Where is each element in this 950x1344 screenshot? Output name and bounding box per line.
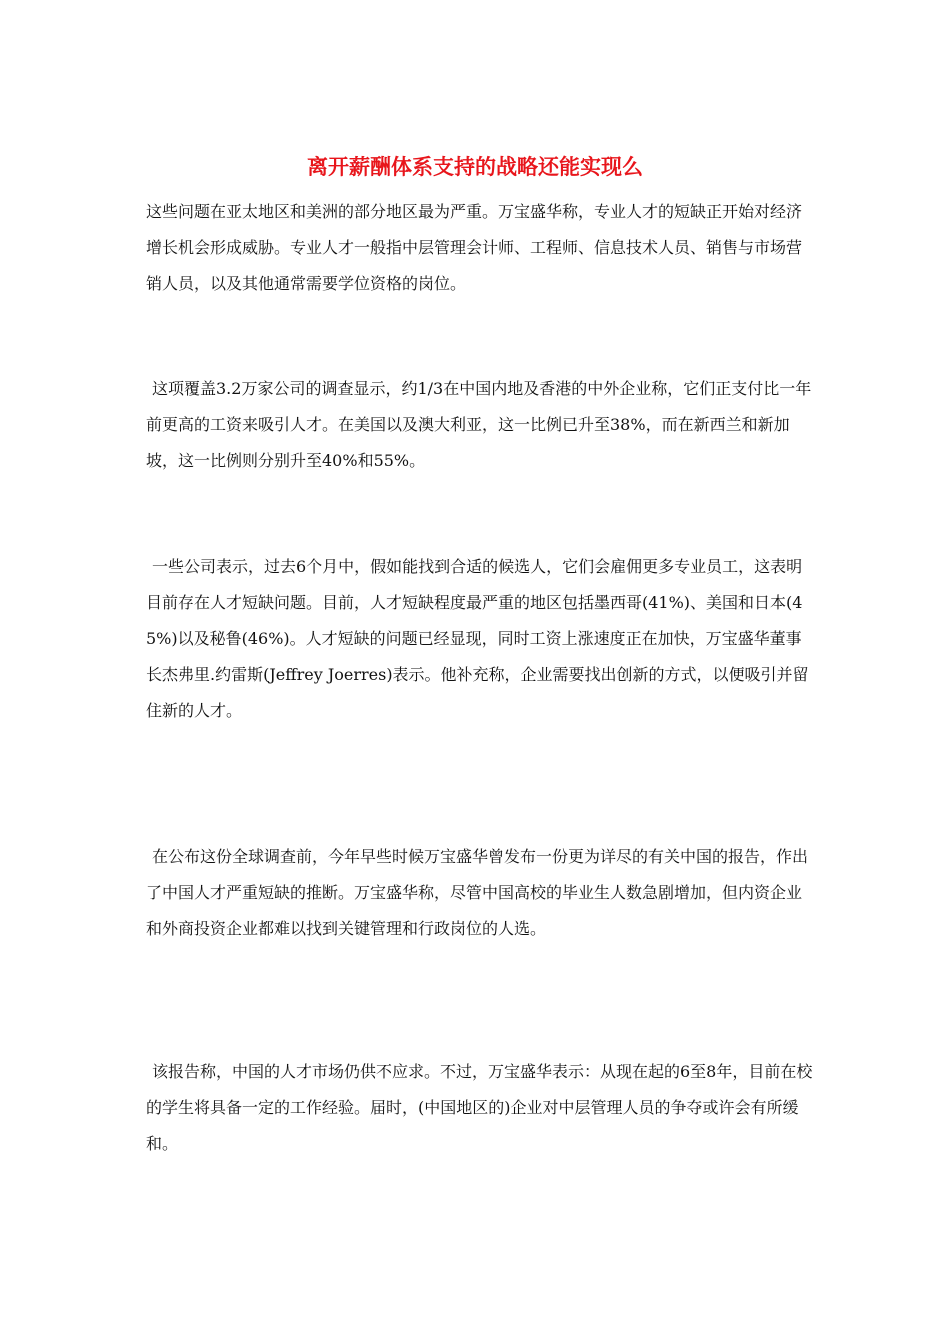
paragraph-2: 这项覆盖3.2万家公司的调查显示，约1/3在中国内地及香港的中外企业称，它们正支付比一年前更高的工资来吸引人才。在美国以及澳大利亚，这一比例已升至38%，而在新西兰和新加坡，这一比例则分别升至40%和55%。	[146, 379, 812, 470]
paragraph-5: 该报告称，中国的人才市场仍供不应求。不过，万宝盛华表示：从现在起的6至8年，目前在校的学生将具备一定的工作经验。届时，(中国地区的)企业对中层管理人员的争夺或许会有所缓和。	[146, 1062, 813, 1153]
paragraph-3: 一些公司表示，过去6个月中，假如能找到合适的候选人，它们会雇佣更多专业员工，这表明目前存在人才短缺问题。目前，人才短缺程度最严重的地区包括墨西哥(41%)、美国和日本(45%)以及秘鲁(46%)。人才短缺的问题已经显现，同时工资上涨速度正在加快，万宝盛华董事长杰弗里.约雷斯(Jeffrey Joerres)表示。他补充称，企业需要找出创新的方式，以便吸引并留住新的人才。	[146, 557, 809, 720]
document-title: 离开薪酬体系支持的战略还能实现么	[307, 154, 643, 179]
paragraph-1: 这些问题在亚太地区和美洲的部分地区最为严重。万宝盛华称，专业人才的短缺正开始对经济增长机会形成威胁。专业人才一般指中层管理会计师、工程师、信息技术人员、销售与市场营销人员，以及其他通常需要学位资格的岗位。	[146, 202, 803, 293]
paragraph-4: 在公布这份全球调查前，今年早些时候万宝盛华曾发布一份更为详尽的有关中国的报告，作出了中国人才严重短缺的推断。万宝盛华称，尽管中国高校的毕业生人数急剧增加，但内资企业和外商投资企业都难以找到关键管理和行政岗位的人选。	[146, 847, 809, 938]
